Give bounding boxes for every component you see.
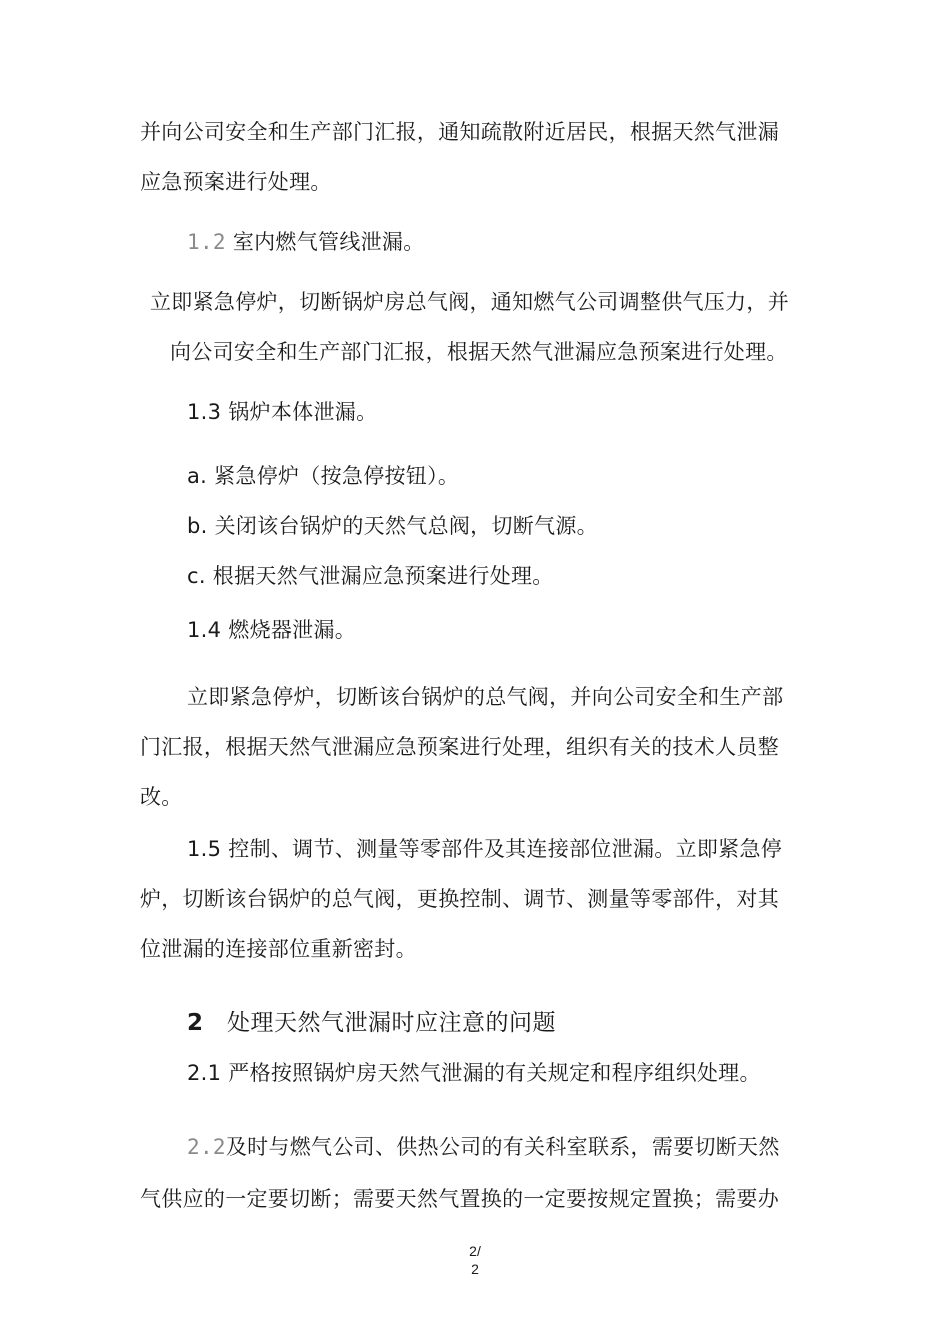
heading-number: 2	[187, 1010, 204, 1036]
page-number-top: 2/	[469, 1243, 481, 1259]
paragraph-line: 改。	[140, 785, 183, 809]
section-1-2	[187, 228, 425, 256]
section-number: 1.2	[187, 230, 226, 254]
paragraph-line: 立即紧急停炉，切断该台锅炉的总气阀，并向公司安全和生产部	[187, 685, 784, 709]
paragraph-line: 立即紧急停炉，切断锅炉房总气阀，通知燃气公司调整供气压力，并	[150, 290, 789, 314]
list-item-a: a. 紧急停炉（按急停按钮）。	[187, 464, 460, 488]
paragraph-line: 应急预案进行处理。	[140, 170, 332, 194]
list-item-c: c. 根据天然气泄漏应急预案进行处理。	[187, 564, 554, 588]
paragraph-line: 向公司安全和生产部门汇报，根据天然气泄漏应急预案进行处理。	[170, 340, 788, 364]
list-item-b: b. 关闭该台锅炉的天然气总阀，切断气源。	[187, 514, 598, 538]
page-number-bottom: 2	[471, 1261, 479, 1277]
section-2-1: 2.1 严格按照锅炉房天然气泄漏的有关规定和程序组织处理。	[187, 1061, 761, 1085]
paragraph-line: 门汇报，根据天然气泄漏应急预案进行处理，组织有关的技术人员整	[140, 735, 779, 759]
paragraph-line: 炉，切断该台锅炉的总气阀，更换控制、调节、测量等零部件，对其	[140, 887, 779, 911]
paragraph-line: 气供应的一定要切断；需要天然气置换的一定要按规定置换；需要办	[140, 1187, 779, 1211]
section-2-2	[187, 1133, 780, 1161]
section-number: 2.2	[187, 1135, 226, 1159]
heading-2	[187, 1009, 556, 1037]
section-title: 室内燃气管线泄漏。	[232, 230, 425, 254]
section-text: 及时与燃气公司、供热公司的有关科室联系，需要切断天然	[225, 1135, 780, 1159]
section-1-4: 1.4 燃烧器泄漏。	[187, 618, 357, 642]
paragraph-line: 并向公司安全和生产部门汇报，通知疏散附近居民，根据天然气泄漏	[140, 120, 779, 144]
paragraph-line: 1.5 控制、调节、测量等零部件及其连接部位泄漏。立即紧急停	[187, 837, 783, 861]
paragraph-line: 位泄漏的连接部位重新密封。	[140, 937, 417, 961]
section-1-3: 1.3 锅炉本体泄漏。	[187, 400, 378, 424]
heading-title: 处理天然气泄漏时应注意的问题	[227, 1010, 556, 1036]
